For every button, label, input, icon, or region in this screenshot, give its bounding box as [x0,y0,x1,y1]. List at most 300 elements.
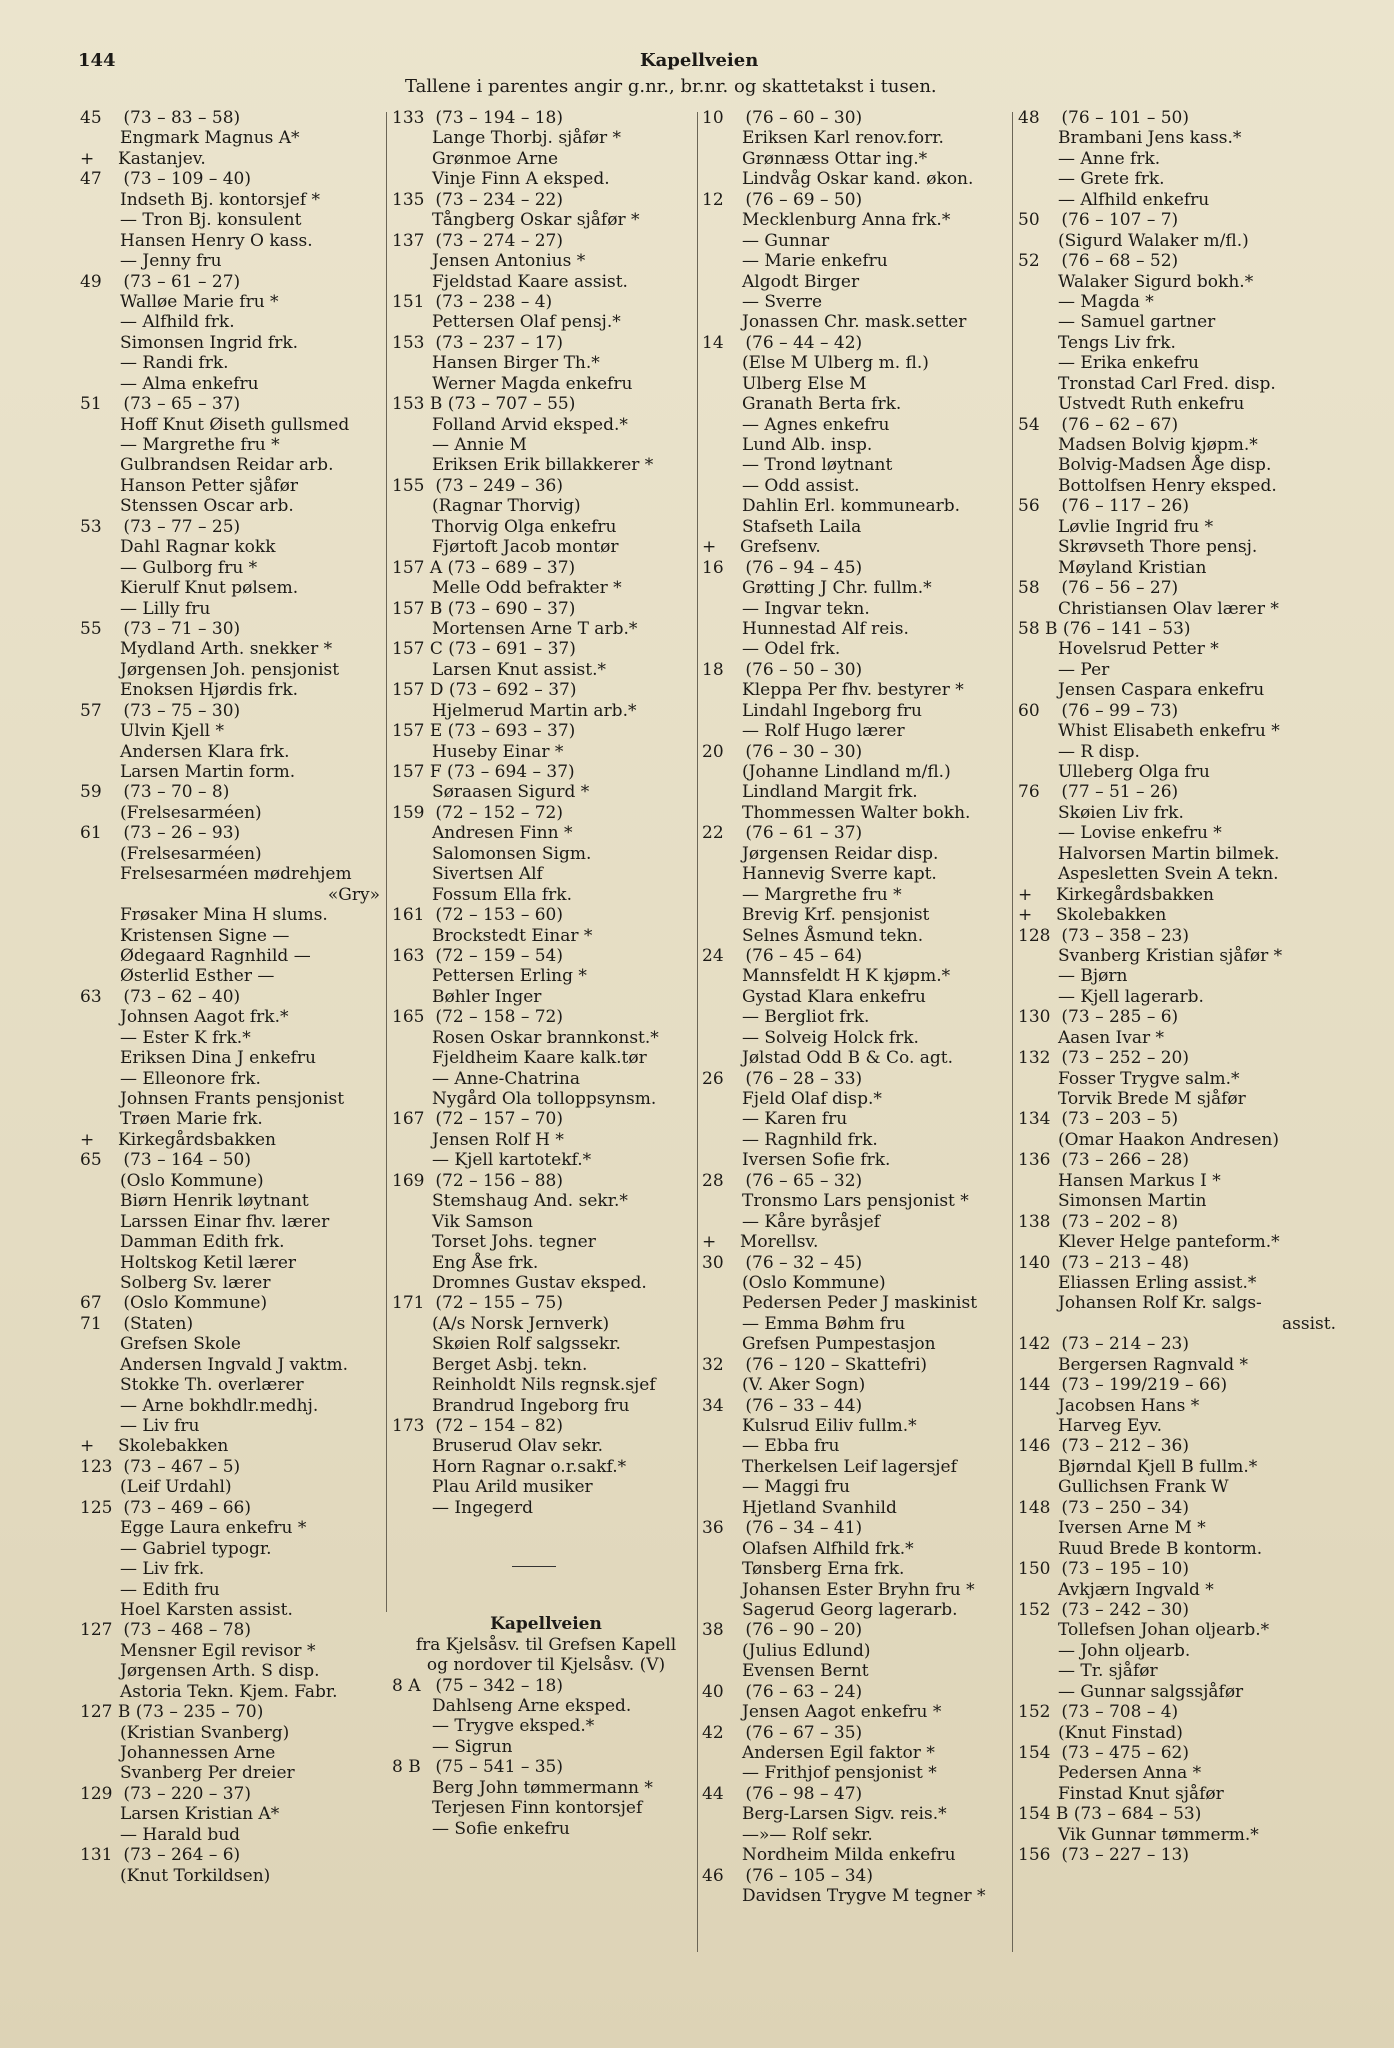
house-number: 153 [392,332,425,353]
resident-entry: Iversen Arne M * [1058,1518,1206,1539]
resident-entry: Aspesletten Svein A tekn. [1058,864,1279,885]
house-number: 51 [80,394,102,415]
resident-entry: Kleppa Per fhv. bestyrer * [742,680,964,701]
resident-entry: Fjeld Olaf disp.* [742,1089,882,1109]
resident-entry: — Lilly fru [120,598,211,619]
resident-entry: Walaker Sigurd bokh.* [1058,271,1254,292]
property-info: (72 – 153 – 60) [430,905,563,926]
resident-entry: — Margrethe fru * [120,435,280,455]
resident-entry: Ulberg Else M [742,373,867,394]
property-info: (73 – 164 – 50) [118,1150,251,1171]
resident-entry: (Leif Urdahl) [120,1477,232,1498]
resident-entry: Engmark Magnus A* [120,128,300,149]
cross-street-marker: + [80,1129,95,1150]
resident-entry: Larsen Martin form. [120,762,296,782]
property-info: (76 – 44 – 42) [740,332,863,353]
resident-entry: Johnsen Aagot frk.* [120,1007,289,1028]
address-number-row [1018,1436,1336,1456]
address-number-row [392,803,700,823]
resident-entry: — Agnes enkefru [742,414,890,435]
property-info: (73 – 109 – 40) [118,169,251,190]
resident-entry: — Magda * [1058,291,1154,312]
resident-entry: Kristensen Signe — [120,925,290,946]
resident-entry: — Anne frk. [1058,148,1161,169]
resident-entry: Stafseth Laila [742,516,862,537]
resident-entry: Bergersen Ragnvald * [1058,1354,1249,1375]
resident-entry: Biørn Henrik løytnant [120,1191,309,1212]
resident-entry: Mecklenburg Anna frk.* [742,210,951,231]
resident-entry: Jørgensen Arth. S disp. [120,1661,320,1682]
resident-entry: (Kristian Svanberg) [120,1722,290,1743]
property-info: (73 – 693 – 37) [442,721,576,742]
resident-entry: Harveg Eyv. [1058,1416,1163,1436]
resident-entry: — Alfhild frk. [120,312,235,333]
resident-entry: — Samuel gartner [1058,312,1216,333]
house-number: 56 [1018,496,1040,517]
property-info: (76 – 120 – Skattefri) [740,1354,928,1375]
resident-entry: Pedersen Peder J maskinist [742,1293,978,1314]
resident-entry: Ruud Brede B kontorm. [1058,1538,1263,1559]
property-info: (73 – 212 – 36) [1056,1436,1189,1457]
resident-entry: Mydland Arth. snekker * [120,639,333,660]
property-info: (73 – 694 – 37) [441,762,575,782]
resident-entry: Tønsberg Erna frk. [742,1559,905,1580]
resident-entry: Christiansen Olav lærer * [1058,598,1279,619]
address-number-row [702,1620,1014,1640]
address-number-row [1018,701,1336,721]
property-info: (76 – 117 – 26) [1056,496,1189,517]
address-number-row [702,1253,1014,1273]
resident-entry: Torset Johs. tegner [432,1232,596,1253]
resident-entry: Dahlseng Arne eksped. [432,1695,632,1716]
resident-entry: Bøhler Inger [432,986,542,1007]
resident-entry: Mannsfeldt H K kjøpm.* [742,966,951,987]
house-number: 144 [1018,1375,1051,1396]
property-info: (76 – 33 – 44) [740,1395,863,1416]
resident-entry: Andresen Finn * [432,823,573,844]
cross-street-marker: + [702,537,717,558]
resident-entry: Algodt Birger [742,271,860,292]
house-number: 161 [392,905,425,926]
address-number-row [392,333,700,353]
resident-entry: — Ingvar tekn. [742,598,870,619]
house-number: 156 [1018,1845,1051,1866]
property-info: (73 – 684 – 53) [1068,1804,1202,1825]
house-number: 59 [80,782,102,803]
house-number: 45 [80,108,102,128]
house-number: 153 B [392,394,443,415]
resident-entry: Stokke Th. overlærer [120,1375,304,1396]
property-info: (72 – 154 – 82) [430,1416,563,1436]
house-number: 125 [80,1497,113,1518]
house-number: 150 [1018,1559,1051,1580]
property-info: (76 – 141 – 53) [1057,618,1191,639]
house-number: 76 [1018,782,1040,803]
page-title: Kapellveien [640,50,759,71]
cross-street-name: Skolebakken [1056,905,1167,926]
house-number: 167 [392,1109,425,1130]
resident-entry: Lange Thorbj. sjåfør * [432,128,622,149]
resident-entry: Dahlin Erl. kommunearb. [742,496,961,517]
address-number-row [1018,1559,1336,1579]
resident-entry: Thommessen Walter bokh. [742,802,971,823]
resident-entry: Gulbrandsen Reidar arb. [120,455,334,476]
property-info: (76 – 68 – 52) [1056,251,1179,272]
address-number-row [1018,1212,1336,1232]
address-number-row [702,1396,1014,1416]
address-number-row [1018,1804,1336,1824]
resident-entry: Svanberg Per dreier [120,1763,295,1784]
resident-entry: (A/s Norsk Jernverk) [432,1313,610,1334]
address-number-row [1018,1702,1336,1722]
house-number: 42 [702,1722,724,1743]
resident-entry: Grefsen Skole [120,1334,241,1355]
resident-entry: Madsen Bolvig kjøpm.* [1058,435,1258,455]
resident-entry: Nordheim Milda enkefru [742,1845,956,1866]
resident-entry: Gullichsen Frank W [1058,1477,1229,1498]
house-number: 18 [702,659,724,680]
resident-entry: Ulleberg Olga fru [1058,762,1210,782]
property-info: (73 – 707 – 55) [442,394,576,415]
resident-entry: Terjesen Finn kontorsjef [432,1798,643,1819]
address-number-row [80,619,380,639]
resident-entry: Eng Åse frk. [432,1252,539,1273]
house-number: 40 [702,1681,724,1702]
resident-entry: (Oslo Kommune) [120,1170,264,1191]
property-info: (72 – 159 – 54) [430,945,563,966]
property-info: (72 – 156 – 88) [430,1170,563,1191]
address-number-row [702,190,1014,210]
address-number-row [392,599,700,619]
property-info: (76 – 28 – 33) [740,1068,863,1089]
resident-entry: Johansen Ester Bryhn fru * [742,1579,975,1600]
directory-column-1 [80,108,380,1886]
resident-entry: — Marie enkefru [742,251,888,272]
resident-entry: Simonsen Ingrid frk. [120,332,299,353]
resident-entry: Frelsesarméen mødrehjem [120,864,352,885]
house-number: 14 [702,332,724,353]
house-number: 163 [392,945,425,966]
address-number-row [1018,108,1336,128]
house-number: 46 [702,1865,724,1886]
house-number: 58 [1018,578,1040,599]
property-info: (73 – 250 – 34) [1056,1497,1189,1518]
resident-entry: Hoel Karsten assist. [120,1599,293,1620]
address-number-row [80,394,380,414]
property-info: (73 – 274 – 27) [430,230,563,251]
property-info: (73 – 77 – 25) [118,516,241,537]
address-number-row [702,742,1014,762]
resident-entry: Jørgensen Reidar disp. [742,843,939,864]
column-divider [386,112,387,1612]
resident-entry: (Frelsesarméen) [120,843,262,864]
address-number-row [1018,1048,1336,1068]
resident-entry: Brandrud Ingeborg fru [432,1395,630,1416]
resident-entry: Salomonsen Sigm. [432,843,592,864]
property-info: (73 – 227 – 13) [1056,1845,1189,1866]
address-number-row [392,1757,700,1777]
cross-street-name: Morellsv. [740,1232,819,1253]
address-number-row [702,946,1014,966]
resident-entry: Astoria Tekn. Kjem. Fabr. [120,1681,338,1702]
address-number-row [1018,1334,1336,1354]
property-info: (73 – 213 – 48) [1056,1252,1189,1273]
resident-entry: (Knut Finstad) [1058,1722,1183,1743]
resident-entry: — Alfhild enkefru [1058,189,1210,210]
house-number: 53 [80,516,102,537]
house-number: 137 [392,230,425,251]
cross-street-marker: + [1018,905,1033,926]
address-number-row [392,394,700,414]
resident-entry: (Omar Haakon Andresen) [1058,1129,1279,1150]
house-number: 157 B [392,598,443,619]
directory-column-2 [392,108,700,1839]
property-info: (72 – 155 – 75) [430,1293,563,1314]
resident-entry: Nygård Ola tolloppsynsm. [432,1089,657,1109]
property-info: (73 – 62 – 40) [118,986,241,1007]
resident-entry: — Harald bud [120,1824,241,1845]
property-info: (76 – 105 – 34) [740,1865,873,1886]
house-number: 38 [702,1620,724,1641]
house-number: 26 [702,1068,724,1089]
house-number: 157 A [392,557,443,578]
resident-entry: Olafsen Alfhild frk.* [742,1538,914,1559]
property-info: (73 – 285 – 6) [1056,1007,1179,1028]
property-info: (76 – 65 – 32) [740,1170,863,1191]
property-info: (72 – 157 – 70) [430,1109,563,1130]
property-info: (72 – 152 – 72) [430,802,563,823]
directory-column-4 [1018,108,1336,1866]
resident-entry: — Rolf Hugo lærer [742,721,905,742]
house-number: 55 [80,618,102,639]
address-number-row [1018,210,1336,230]
resident-entry: Hoff Knut Øiseth gullsmed [120,414,350,435]
resident-entry: Granath Berta frk. [742,394,902,415]
property-info: (76 – 69 – 50) [740,189,863,210]
house-number: 36 [702,1518,724,1539]
resident-entry: Johannessen Arne [120,1743,276,1763]
property-info: (76 – 67 – 35) [740,1722,863,1743]
resident-entry: Johansen Rolf Kr. salgs- [1058,1293,1262,1314]
property-info: (73 – 242 – 30) [1056,1599,1189,1620]
resident-entry: Frøsaker Mina H slums. [120,905,328,926]
address-number-row [702,1518,1014,1538]
property-info: (76 – 56 – 27) [1056,578,1179,599]
property-info: (76 – 107 – 7) [1056,210,1179,231]
resident-entry: — Bjørn [1058,966,1128,987]
resident-entry: — Maggi fru [742,1477,850,1498]
house-number: 136 [1018,1150,1051,1171]
address-number-row [80,823,380,843]
address-number-row [702,333,1014,353]
address-number-row [702,108,1014,128]
resident-entry: Løvlie Ingrid fru * [1058,516,1214,537]
resident-entry: Sivertsen Alf [432,864,543,885]
address-number-row [80,1293,380,1313]
resident-entry: Berget Asbj. tekn. [432,1354,588,1375]
resident-entry: — Odel frk. [742,639,841,660]
house-number: 34 [702,1395,724,1416]
cross-street-row [80,1130,380,1150]
address-number-row [80,782,380,802]
resident-entry: Enoksen Hjørdis frk. [120,680,299,701]
resident-entry: (Else M Ulberg m. fl.) [742,353,929,374]
house-number: 10 [702,108,724,128]
resident-entry: Grønnæss Ottar ing.* [742,148,928,169]
address-number-row [1018,251,1336,271]
resident-entry: Fossum Ella frk. [432,884,572,905]
resident-entry: Hjetland Svanhild [742,1497,897,1518]
resident-entry: Fosser Trygve salm.* [1058,1068,1240,1089]
property-info: (73 – 235 – 70) [130,1702,264,1723]
resident-entry: Melle Odd befrakter * [432,578,622,599]
resident-entry: Johnsen Frants pensjonist [120,1089,345,1109]
property-info: (76 – 60 – 30) [740,108,863,128]
resident-entry: Tronsmo Lars pensjonist * [742,1191,969,1212]
house-number: 142 [1018,1334,1051,1355]
resident-entry: Brevig Krf. pensjonist [742,905,930,926]
cross-street-name: Kirkegårdsbakken [1056,884,1215,905]
resident-entry: Grønmoe Arne [432,148,559,169]
property-info: (73 – 75 – 30) [118,700,241,721]
house-number: 169 [392,1170,425,1191]
property-info: (76 – 61 – 37) [740,823,863,844]
house-number: 71 [80,1313,102,1334]
house-number: 159 [392,802,425,823]
resident-entry: Werner Magda enkefru [432,373,633,394]
resident-entry: Dromnes Gustav eksped. [432,1272,647,1293]
resident-entry: (V. Aker Sogn) [742,1375,866,1396]
resident-entry: Trøen Marie frk. [120,1109,263,1130]
resident-entry: Solberg Sv. lærer [120,1272,271,1293]
resident-entry: — Per [1058,659,1110,680]
property-info: (76 – 50 – 30) [740,659,863,680]
property-info: (73 – 214 – 23) [1056,1334,1189,1355]
resident-entry: Skøien Liv frk. [1058,802,1184,823]
house-number: 52 [1018,251,1040,272]
resident-entry: — Kjell kartotekf.* [432,1150,592,1171]
resident-entry: Brambani Jens kass.* [1058,128,1242,149]
resident-entry: Grefsen Pumpestasjon [742,1334,936,1355]
address-number-row [1018,926,1336,946]
resident-entry: — Kåre byråsjef [742,1211,880,1232]
resident-entry: Plau Arild musiker [432,1477,593,1498]
resident-entry: Berg John tømmermann * [432,1777,653,1798]
resident-entry: Tengs Liv frk. [1058,332,1176,353]
address-number-row [80,1845,380,1865]
cross-street-name: Kastanjev. [118,148,206,169]
cross-street-row [80,1436,380,1456]
resident-entry: Stemshaug And. sekr.* [432,1191,628,1212]
house-number: 157 E [392,721,443,742]
resident-entry: Brockstedt Einar * [432,925,593,946]
section-divider [392,1556,700,1576]
address-number-row [702,1069,1014,1089]
resident-entry: Larsen Knut assist.* [432,659,607,680]
resident-entry: — Sofie enkefru [432,1818,570,1839]
resident-entry: (Johanne Lindland m/fl.) [742,762,951,782]
property-info: (73 – 252 – 20) [1056,1048,1189,1069]
house-number: 129 [80,1783,113,1804]
address-number-row [392,476,700,496]
property-info: (73 – 689 – 37) [442,557,576,578]
house-number: 54 [1018,414,1040,435]
address-number-row [80,1314,380,1334]
resident-entry: Eriksen Erik billakkerer * [432,455,654,476]
cross-street-name: Kirkegårdsbakken [118,1129,277,1150]
address-number-row [392,762,700,782]
address-number-row [702,823,1014,843]
resident-entry: Kierulf Knut pølsem. [120,578,299,599]
cross-street-name: Skolebakken [118,1436,229,1457]
resident-entry: — R disp. [1058,741,1140,762]
address-number-row [392,905,700,925]
property-info: (76 – 32 – 45) [740,1252,863,1273]
house-number: 127 [80,1620,113,1641]
resident-entry: Jensen Antonius * [432,251,586,272]
house-number: 127 B [80,1702,131,1723]
resident-entry: Torvik Brede M sjåfør [1058,1089,1246,1109]
house-number: 65 [80,1150,102,1171]
resident-entry: Eliassen Erling assist.* [1058,1272,1257,1293]
address-number-row [702,1682,1014,1702]
house-number: 155 [392,475,425,496]
resident-entry: Holtskog Ketil lærer [120,1252,297,1273]
address-number-row [1018,1375,1336,1395]
property-info: (73 – 264 – 6) [118,1845,241,1866]
resident-entry: Stenssen Oscar arb. [120,496,294,517]
property-info: (76 – 34 – 41) [740,1518,863,1539]
property-info: (73 – 65 – 37) [118,394,241,415]
resident-entry: — Gulborg fru * [120,557,258,578]
resident-entry: (Oslo Kommune) [742,1272,886,1293]
resident-entry: Reinholdt Nils regnsk.sjef [432,1375,656,1396]
address-number-row [392,1007,700,1027]
property-info: (73 – 690 – 37) [442,598,576,619]
resident-entry: Therkelsen Leif lagersjef [742,1456,957,1477]
resident-entry: — Margrethe fru * [742,884,902,905]
resident-entry: —»— Rolf sekr. [742,1824,873,1845]
house-number: 16 [702,557,724,578]
cross-street-marker: + [80,148,95,169]
address-number-row [1018,1845,1336,1865]
section-heading: Kapellveien [490,1614,602,1635]
address-number-row [80,1702,380,1722]
resident-entry: Lund Alb. insp. [742,435,873,455]
resident-entry: Tronstad Carl Fred. disp. [1058,373,1276,394]
resident-entry: Pedersen Anna * [1058,1763,1202,1784]
house-number: 157 F [392,762,442,782]
resident-entry: Vik Gunnar tømmerm.* [1058,1824,1259,1845]
resident-entry: — Tr. sjåfør [1058,1661,1158,1682]
resident-entry: — Trygve eksped.* [432,1716,595,1737]
property-info: (73 – 199/219 – 66) [1056,1375,1228,1396]
property-info: (73 – 467 – 5) [118,1456,241,1477]
house-number: 130 [1018,1007,1051,1028]
house-number: 20 [702,741,724,762]
resident-entry: Mortensen Arne T arb.* [432,618,638,639]
resident-entry: — Trond løytnant [742,455,893,476]
resident-entry: Fjørtoft Jacob montør [432,537,619,558]
property-info: (73 – 266 – 28) [1056,1150,1189,1171]
address-number-row [702,1784,1014,1804]
cross-street-marker: + [80,1436,95,1457]
property-info: (76 – 98 – 47) [740,1783,863,1804]
property-info: (73 – 469 – 66) [118,1497,251,1518]
cross-street-row [702,537,1014,557]
resident-entry: Grøtting J Chr. fullm.* [742,578,932,599]
resident-entry: — Odd assist. [742,475,860,496]
